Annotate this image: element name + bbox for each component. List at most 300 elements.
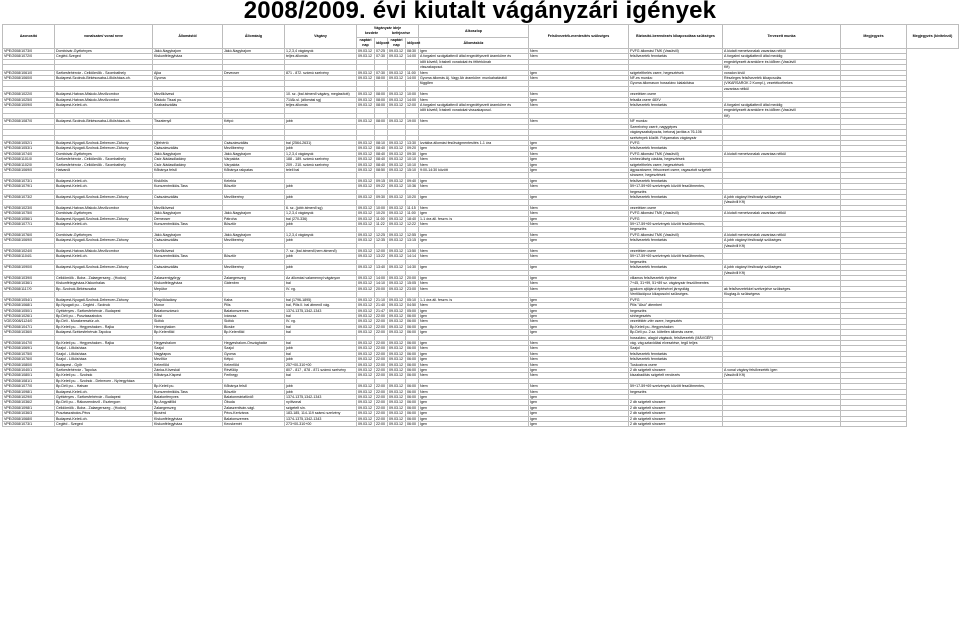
cell-megjegyzes: vonalon kívül xyxy=(723,70,841,75)
cell-vege-ido: 11:15 xyxy=(406,205,419,210)
cell-kezdet-nap: 09.03.12 xyxy=(357,194,375,199)
cell-allomasig: Bösztör xyxy=(223,389,285,394)
cell-megjegyzes: (Vasútvill Kft) xyxy=(723,200,841,205)
cell-vege-ido: 23:00 xyxy=(406,286,419,291)
cell-allomastol: Zánka-Köveskál xyxy=(153,367,223,372)
cell-vagany: bal (2564-2631) xyxy=(285,140,357,145)
col-header-idopont-2: időpont xyxy=(406,38,419,49)
cell-kezdet-nap: 09.03.12 xyxy=(357,384,375,389)
cell-vege-ido: 10:20 xyxy=(406,194,419,199)
cell-vagany: 1,2,3,4 vágányok xyxy=(285,151,357,156)
cell-azonosito: VPE/2008/1079/1 xyxy=(3,184,55,189)
cell-allomastol: Mezőtúr xyxy=(153,357,223,362)
cell-kezdet-nap: 09.03.12 xyxy=(357,400,375,405)
cell-kezdet-ido: 08:00 xyxy=(375,97,388,102)
cell-biztosito: Igen xyxy=(529,238,629,243)
cell-allomastol: Herceghalom xyxy=(153,324,223,329)
col-header-megjegyzes2: Megjegyzés (kivitelező) xyxy=(907,25,959,49)
cell-vege-nap: 09.03.12 xyxy=(388,167,406,172)
cell-tervezett: ágyazatcsere, felsovezet csere, ragasztott szigetelt xyxy=(629,167,723,172)
cell-kezdet-nap: 09.03.12 xyxy=(357,340,375,345)
cell-kezdet-ido: 08:40 xyxy=(375,157,388,162)
cell-vagany: bal, Pilis II. bal átmenő vág. xyxy=(285,303,357,308)
cell-allomastol: Hegyeshalom xyxy=(153,340,223,345)
cell-allomasig: Kétpó xyxy=(223,119,285,124)
cell-vege-nap: 09.03.12 xyxy=(388,416,406,421)
cell-vagany: IV. vg. xyxy=(285,286,357,291)
cell-kezdet-nap: 09.03.12 xyxy=(357,238,375,243)
cell-allomasig: Siófok xyxy=(223,319,285,324)
cell-azonosito: VPE/2008/1073/1 xyxy=(3,422,55,427)
cell-vonal: Gyékényes - Székesfehérvár - Budapest xyxy=(55,308,153,313)
cell-vagany: bal xyxy=(285,373,357,378)
cell-kezdet-ido: 09:15 xyxy=(375,178,388,183)
cell-vege-ido: 06:00 xyxy=(406,405,419,410)
cell-vege-ido: 13:50 xyxy=(406,249,419,254)
cell-biztosito: Nem xyxy=(529,76,629,81)
cell-kezdet-ido: 22:00 xyxy=(375,340,388,345)
cell-felsovezetek: Nem xyxy=(419,184,529,189)
cell-vagany: 273+00-310+00 xyxy=(285,422,357,427)
cell-megjegyzes: A jobb vágányi fesltvadyi szükséges xyxy=(723,265,841,270)
cell-kezdet-nap: 09.03.12 xyxy=(357,162,375,167)
cell-vagany: bal xyxy=(285,281,357,286)
cell-vagany: 1374-1375,1342-1343 xyxy=(285,416,357,421)
cell-megjegyzes: A kiutalt menetvonalak zavarása nélkül xyxy=(723,211,841,216)
cell-tervezett: felsővezeték fenntartás xyxy=(629,265,723,270)
cell-felsovezetek: Nem xyxy=(419,70,529,75)
cell-vege-ido: 06:00 xyxy=(406,384,419,389)
cell-allomasig: Pilis xyxy=(223,303,285,308)
cell-megjegyzes: Kiugtag-ik szükségess xyxy=(723,292,841,297)
cell-kezdet-nap: 09.03.12 xyxy=(357,276,375,281)
cell-tervezett: 2 db szigetelt sincsere xyxy=(629,422,723,427)
cell-vege-ido: 06:00 xyxy=(406,313,419,318)
cell-vege-nap: 09.03.12 xyxy=(388,49,406,54)
cell-biztosito: Nem xyxy=(529,103,629,108)
col-header-allomasig: Állomásig xyxy=(223,25,285,49)
cell-tervezett: Tuskoziros csere xyxy=(629,362,723,367)
cell-vagany: nyíltvonal xyxy=(285,400,357,405)
cell-biztosito: Nem xyxy=(529,346,629,351)
cell-azonosito: VPE/2008/1054/1 xyxy=(3,297,55,302)
cell-felsovezetek: A forgalmi szolgálattevő által engedélyezett áramkörre és xyxy=(419,54,529,59)
cell-vege-ido: 06:00 xyxy=(406,400,419,405)
cell-vagany: 1,2,3,4 vágányok xyxy=(285,232,357,237)
cell-allomastol: Ajka xyxy=(153,70,223,75)
cell-felsovezetek: Igen xyxy=(419,367,529,372)
cell-tervezett: FVFG állomási TMK (Vasútvill) xyxy=(629,232,723,237)
cell-tervezett: hegesztés xyxy=(629,227,723,232)
cell-allomasig: Balatonszemes xyxy=(223,416,285,421)
cell-kezdet-nap: 09.03.12 xyxy=(357,313,375,318)
cell-biztosito: Nem xyxy=(529,319,629,324)
cell-vagany: 871 - 872. számú szelvény xyxy=(285,70,357,75)
cell-vagany: teljes állomás xyxy=(285,103,357,108)
cell-allomastol: Jákó-Nagybajom xyxy=(153,211,223,216)
cell-vagany: 183-185, 114-119 számú szelvény xyxy=(285,411,357,416)
col-header-idopont-1: időpont xyxy=(375,38,388,49)
cell-vonal: Székesfehérvár - Celldömölk - Szombathely xyxy=(55,162,153,167)
cell-allomasig: Zalaegerszeg xyxy=(223,276,285,281)
cell-biztosito: Igen xyxy=(529,162,629,167)
cell-biztosito: Igen xyxy=(529,157,629,162)
cell-vagany: 1374-1375,1342-1343 xyxy=(285,395,357,400)
cell-kezdet-nap: 09.03.12 xyxy=(357,286,375,291)
cell-allomastol: Mezőkövesd xyxy=(153,205,223,210)
cell-kezdet-ido: 07:30 xyxy=(375,70,388,75)
cell-biztosito: Nem xyxy=(529,254,629,259)
cell-felsovezetek: Igen xyxy=(419,400,529,405)
cell-kezdet-nap: 09.03.12 xyxy=(357,389,375,394)
cell-vege-ido: 08:30 xyxy=(406,49,419,54)
cell-vagany: 1,2,3,4 vágányok xyxy=(285,211,357,216)
cell-kezdet-ido: 22:00 xyxy=(375,395,388,400)
cell-tervezett: Szerelvény cseré, nagygépes xyxy=(629,124,723,129)
cell-vonal: Budapest-Hatvan-Miskolc-Mezőzombor xyxy=(55,97,153,102)
cell-vonal: Budapest-Keleti-oh. xyxy=(55,222,153,227)
cell-kezdet-nap: 09.03.12 xyxy=(357,184,375,189)
cell-kezdet-nap: 09.03.12 xyxy=(357,140,375,145)
ido-kezdete-label: kezdete xyxy=(364,31,379,35)
cell-biztosito: Nem xyxy=(529,205,629,210)
cell-felsovezetek: Nem xyxy=(419,119,529,124)
cell-felsovezetek: Igen xyxy=(419,357,529,362)
cell-vege-nap: 09.03.12 xyxy=(388,119,406,124)
cell-allomastol: Bp.Kelenföld xyxy=(153,330,223,335)
cell-tervezett: FVFG xyxy=(629,216,723,221)
cell-vege-nap: 09.03.12 xyxy=(388,184,406,189)
cell-vege-ido: 06:00 xyxy=(406,351,419,356)
cell-biztosito: Igen xyxy=(529,297,629,302)
cell-vonal: Szajol - Lőkösháza xyxy=(55,351,153,356)
cell-vege-nap: 09.03.12 xyxy=(388,140,406,145)
cell-biztosito: Nem xyxy=(529,281,629,286)
cell-azonosito: VPE/2008/1077/0 xyxy=(3,384,55,389)
cell-felsovezetek: Nem xyxy=(419,384,529,389)
cell-allomasig: Hegyeshalom-Országhatár xyxy=(223,340,285,345)
cell-azonosito: VPE/2008/1022/0 xyxy=(3,92,55,97)
cell-vonal: Budapest-Keleti-oh. xyxy=(55,389,153,394)
cell-felsovezetek: visszakapcsol. xyxy=(419,65,529,70)
cell-biztosito: Nem xyxy=(529,362,629,367)
cell-biztosito: Igen xyxy=(529,324,629,329)
cell-kezdet-ido: 08:40 xyxy=(375,151,388,156)
cell-tervezett: 2 db szigetelt sincsere xyxy=(629,411,723,416)
cell-allomasig: Devecser xyxy=(223,70,285,75)
cell-allomasig: Kecskemét xyxy=(223,422,285,427)
cell-vege-ido: 14:00 xyxy=(406,54,419,59)
cell-vagany: 10. sz. (bal átmenő vágány, meglasított) xyxy=(285,92,357,97)
cell-kezdet-ido: 22:00 xyxy=(375,411,388,416)
cell-kezdet-ido: 13:22 xyxy=(375,254,388,259)
cell-allomasig: Iváncsa xyxy=(223,313,285,318)
cell-vonal: Budapest-Nyugati-Szolnok-Debrecen-Záhony xyxy=(55,140,153,145)
cell-azonosito: VPE/2008/1098/1 xyxy=(3,405,55,410)
cell-vonal: Székesfehérvár - Celldömölk - Szombathely xyxy=(55,70,153,75)
cell-allomastol: Szajol xyxy=(153,346,223,351)
cell-kezdet-ido: 22:00 xyxy=(375,362,388,367)
cell-biztosito: Nem xyxy=(529,119,629,124)
cell-vagany: 209 - 210. számú szelvény xyxy=(285,162,357,167)
cell-vege-ido: 06:00 xyxy=(406,422,419,427)
cell-allomasig: Kőbánya felső xyxy=(223,384,285,389)
cell-azonosito: VPE/2008/1087/0 xyxy=(3,119,55,124)
cell-tervezett: gyakorn ajtójárui éptésével járnyoilág xyxy=(629,286,723,291)
cell-kezdet-ido: 12:00 xyxy=(375,249,388,254)
cell-allomasig: Balatonszemes xyxy=(223,308,285,313)
cell-kezdet-nap: 09.03.12 xyxy=(357,151,375,156)
cell-azonosito: VPE/2008/1050/1 xyxy=(3,308,55,313)
cell-vege-nap: 09.03.12 xyxy=(388,178,406,183)
cell-tervezett: 59+17-59+69 szelvények között feszültmentes, xyxy=(629,254,723,259)
cell-felsovezetek: időt követő, Írásbeli vonatokat visszakapcsol. xyxy=(419,108,529,113)
cell-tervezett: 2 db szigetelt sincsere xyxy=(629,416,723,421)
cell-vege-nap: 09.03.12 xyxy=(388,351,406,356)
cell-azonosito: VPE/2008/1026/1 xyxy=(3,313,55,318)
cell-vege-nap: 09.03.12 xyxy=(388,286,406,291)
cell-felsovezetek: Igen xyxy=(419,324,529,329)
cell-allomasig: Mezőberény xyxy=(223,146,285,151)
cell-kezdet-ido: 14:10 xyxy=(375,281,388,286)
cell-vonal: Budapest-Keleti-oh. xyxy=(55,184,153,189)
cell-allomastol: Siófok xyxy=(153,319,223,324)
cell-biztosito: Nem xyxy=(529,184,629,189)
cell-megjegyzes: (VIKARSAROK 2 Kompl.), vezetékcélrekes xyxy=(723,81,841,86)
cell-vonal: Budapest-Keleti-oh. xyxy=(55,254,153,259)
cell-vege-nap: 09.03.12 xyxy=(388,422,406,427)
cell-azonosito: VPE/2008/1076/0 xyxy=(3,232,55,237)
cell-felsovezetek: Igen xyxy=(419,276,529,281)
cell-kezdet-nap: 09.03.12 xyxy=(357,319,375,324)
cell-allomasig: Mezőberény xyxy=(223,194,285,199)
cell-allomastol: Kunszentmiklós-Tass xyxy=(153,389,223,394)
cell-biztosito: Igen xyxy=(529,265,629,270)
cell-biztosito: Igen xyxy=(529,140,629,145)
cell-biztosito: Igen xyxy=(529,97,629,102)
cell-kezdet-nap: 09.03.12 xyxy=(357,362,375,367)
cell-biztosito: Igen xyxy=(529,146,629,151)
cell-vege-nap: 09.03.12 xyxy=(388,357,406,362)
cell-allomastol: Szabadszállás xyxy=(153,103,223,108)
cell-vagany: jobb xyxy=(285,146,357,151)
cell-azonosito: VPE/2008/1025/0 xyxy=(3,97,55,102)
cell-azonosito: VPE/2008/1040/1 xyxy=(3,367,55,372)
cell-kezdet-nap: 09.03.12 xyxy=(357,373,375,378)
cell-azonosito: VPE/2008/1047/1 xyxy=(3,324,55,329)
cell-kezdet-ido: 08:00 xyxy=(375,103,388,108)
cell-vege-ido: 11:00 xyxy=(406,70,419,75)
cell-kezdet-nap: 09.03.12 xyxy=(357,254,375,259)
cell-vagany: jobb xyxy=(285,254,357,259)
cell-felsovezetek: Igen xyxy=(419,313,529,318)
cell-vagany: 257+00-310+00 xyxy=(285,362,357,367)
cell-tervezett: FVFG xyxy=(629,297,723,302)
cell-allomasig: Mezőberény xyxy=(223,265,285,270)
cell-kezdet-ido: 11:22 xyxy=(375,222,388,227)
cell-biztosito: Nem xyxy=(529,222,629,227)
cell-vege-ido: 14:14 xyxy=(406,254,419,259)
ido-group-label: Vágányzár ideje xyxy=(373,26,402,30)
cell-felsovezetek: Igen xyxy=(419,178,529,183)
cell-vege-ido: 09:20 xyxy=(406,146,419,151)
cell-kezdet-nap: 09.03.12 xyxy=(357,119,375,124)
cell-allomasig: Jákó-Nagybajom xyxy=(223,232,285,237)
cell-megjegyzes: Kft) xyxy=(723,65,841,70)
cell-felsovezetek: Igen xyxy=(419,211,529,216)
cell-kezdet-nap: 09.03.12 xyxy=(357,416,375,421)
cell-kezdet-nap: 09.03.12 xyxy=(357,97,375,102)
cell-vonal: Bp.Keleti pu. - Szolnok - Debrecen - Nyíregyháza xyxy=(55,378,153,383)
cell-vege-ido: 10:10 xyxy=(406,162,419,167)
cell-azonosito: VPE/2008/1056/1 xyxy=(3,216,55,221)
cell-felsovezetek: Igen xyxy=(419,194,529,199)
cell-felsovezetek: Nem xyxy=(419,162,529,167)
cell-tervezett: felsővezeték fenntartás xyxy=(629,146,723,151)
cell-allomasig: Zalaszentiván-vágl. xyxy=(223,405,285,410)
cell-biztosito: Igen xyxy=(529,367,629,372)
cell-vagany: IV. vg. xyxy=(285,319,357,324)
cell-vonal: Budapest-Szolnok-Békéscsaba-Lőkösháza-oh. xyxy=(55,76,153,81)
cell-vonal: Budapest-Nyugati-Szolnok-Debrecen-Záhony xyxy=(55,238,153,243)
cell-vege-nap: 09.03.12 xyxy=(388,367,406,372)
cell-allomastol: Császárszállás xyxy=(153,238,223,243)
cell-tervezett: FVFG xyxy=(629,140,723,145)
cell-vege-nap: 09.03.12 xyxy=(388,281,406,286)
cell-vege-nap: 09.03.12 xyxy=(388,265,406,270)
cell-vagany: 1374-1375,1342-1343 xyxy=(285,308,357,313)
cell-azonosito: VPE/2008/1039/0 xyxy=(3,276,55,281)
cell-tervezett: sinhegesztés xyxy=(629,313,723,318)
cell-azonosito: VPE/2008/1036/2 xyxy=(3,400,55,405)
cell-felsovezetek: Izvákba állomási fesütvágmentesítés 1-1 óra xyxy=(419,140,529,145)
cell-allomastol: Jákó-Nagybajom xyxy=(153,232,223,237)
cell-kezdet-nap: 09.03.12 xyxy=(357,232,375,237)
cell-biztosito: Igen xyxy=(529,400,629,405)
cell-azonosito: VPE/2008/1080/0 xyxy=(3,362,55,367)
cell-vonal: Budapest-Keleti-oh. xyxy=(55,416,153,421)
cell-vege-nap: 09.03.12 xyxy=(388,303,406,308)
cell-vagany: jobb xyxy=(285,346,357,351)
cell-felsovezetek: Igen xyxy=(419,422,529,427)
cell-vege-nap: 09.03.12 xyxy=(388,157,406,162)
cell-vege-nap: 09.03.12 xyxy=(388,340,406,345)
cell-azonosito: VPE/2008/1102/0 xyxy=(3,162,55,167)
cell-azonosito: VPE/2008/1073/2 xyxy=(3,194,55,199)
cell-allomastol: Kiskunfélegyháza xyxy=(153,416,223,421)
cell-felsovezetek: időt követő, Írásbeli vonatokat és féltérkönab xyxy=(419,59,529,64)
cell-vege-ido: 10:36 xyxy=(406,184,419,189)
cell-felsovezetek: Nem xyxy=(419,362,529,367)
cell-felsovezetek: Igen xyxy=(419,146,529,151)
cell-vege-ido: 10:00 xyxy=(406,92,419,97)
cell-tervezett: FVFG állomási TMK (Vasútvill) xyxy=(629,151,723,156)
cell-kezdet-nap: 09.03.12 xyxy=(357,297,375,302)
cell-allomasig: Gyoma xyxy=(223,351,285,356)
cell-allomastol: Újfehértó xyxy=(153,140,223,145)
cell-tervezett: felsővezeték fenntartás xyxy=(629,54,723,59)
cell-megjegyzes: A forgalmi szolgálattevő által meddig xyxy=(723,103,841,108)
cell-azonosito: VPE/2008/1081/1 xyxy=(3,378,55,383)
cell-allomasig: Pátroha xyxy=(223,216,285,221)
cell-vagany: bal (270-336) xyxy=(285,216,357,221)
cell-vonal: Bp.Déli - Murakeresztúr-oh. xyxy=(55,319,153,324)
cell-vagany: jobb xyxy=(285,384,357,389)
col-header-alkoszlop: Alkoszlop xyxy=(419,25,529,38)
cell-tervezett: Szajol xyxy=(629,346,723,351)
cell-allomastol: Bicsérd xyxy=(153,411,223,416)
cell-azonosito: VPE/2008/1069/1 xyxy=(3,346,55,351)
cell-allomasig: Ferihegy xyxy=(223,373,285,378)
cell-kezdet-ido: 22:00 xyxy=(375,357,388,362)
cell-allomasig: Révfülöp xyxy=(223,367,285,372)
cell-vege-nap: 09.03.12 xyxy=(388,254,406,259)
cell-biztosito: Igen xyxy=(529,167,629,172)
cell-biztosito: Nem xyxy=(529,357,629,362)
cell-biztosito: Nem xyxy=(529,286,629,291)
cell-vonal: Cegléd - Szeged xyxy=(55,422,153,427)
cell-vagany: jobb xyxy=(285,119,357,124)
cell-allomasig: Óbuda xyxy=(223,400,285,405)
cell-megjegyzes: A kiutalt menetvonalak zavarása nélkül xyxy=(723,232,841,237)
cell-vege-nap: 09.03.12 xyxy=(388,384,406,389)
cell-megjegyzes: A kiutalt menetvonalak zavarása nélkül xyxy=(723,151,841,156)
cell-megjegyzes: ak felsővezetékkel szétzejztve szükséges. xyxy=(723,286,841,291)
closures-table xyxy=(2,24,959,427)
cell-tervezett: villamos felsővezeték építése xyxy=(629,276,723,281)
cell-felsovezetek: Igen xyxy=(419,330,529,335)
table-row xyxy=(3,422,959,427)
cell-allomastol: Császárszállás xyxy=(153,194,223,199)
cell-vege-ido: 05:00 xyxy=(406,308,419,313)
cell-kezdet-nap: 09.03.12 xyxy=(357,308,375,313)
cell-vege-nap: 09.03.12 xyxy=(388,162,406,167)
cell-tervezett: 2 db szigetelt sincsere xyxy=(629,405,723,410)
cell-biztosito: Nem xyxy=(529,54,629,59)
cell-biztosito: Nem xyxy=(529,92,629,97)
cell-tervezett: felsővezeték fenntartás xyxy=(629,178,723,183)
cell-kezdet-nap: 09.03.12 xyxy=(357,178,375,183)
cell-vagany: Az állomási valamennyi vágányon xyxy=(285,276,357,281)
cell-kezdet-nap: 09.03.12 xyxy=(357,146,375,151)
cell-tervezett: felsővezeték fenntartás xyxy=(629,103,723,108)
cell-kezdet-nap: 09.03.12 xyxy=(357,281,375,286)
cell-vagany: szigetelt sin. xyxy=(285,405,357,410)
cell-kezdet-ido: 22:00 xyxy=(375,384,388,389)
cell-felsovezetek: Nem xyxy=(419,97,529,102)
cell-megjegyzes: zavarása nélkül xyxy=(723,86,841,91)
cell-megjegyzes: A vonal vágány felsővezeték Igen xyxy=(723,367,841,372)
cell-allomastol: Kiskunfélegyháza xyxy=(153,54,223,59)
cell-vege-nap: 09.03.12 xyxy=(388,205,406,210)
cell-tervezett: szigetelthelés csere, hegesztések xyxy=(629,162,723,167)
cell-kezdet-nap: 09.03.12 xyxy=(357,395,375,400)
cell-vege-ido: 12:55 xyxy=(406,232,419,237)
cell-kezdet-ido: 22:00 xyxy=(375,351,388,356)
cell-tervezett: sínhezúltség cáskás, hegesztések xyxy=(629,157,723,162)
cell-kezdet-nap: 09.03.12 xyxy=(357,49,375,54)
cell-allomasig: Kelenföld xyxy=(223,362,285,367)
cell-tervezett: vezetéktér-vtér csere, hegesztés xyxy=(629,319,723,324)
cell-vonal: Budapest-Hatvan-Miskolc-Mezőzombor xyxy=(55,92,153,97)
cell-vege-ido: 06:00 xyxy=(406,395,419,400)
cell-tervezett: szigetelthelés csere, hegesztések xyxy=(629,70,723,75)
cell-megjegyzes: engedélyezett áramkörre és időben (Vasútvill xyxy=(723,108,841,113)
cell-tervezett: vezetéken csere xyxy=(629,205,723,210)
cell-vagany: teljes állomás xyxy=(285,54,357,59)
cell-vege-ido: 12:22 xyxy=(406,222,419,227)
cell-azonosito: VPE/2008/1117/0 xyxy=(3,286,55,291)
